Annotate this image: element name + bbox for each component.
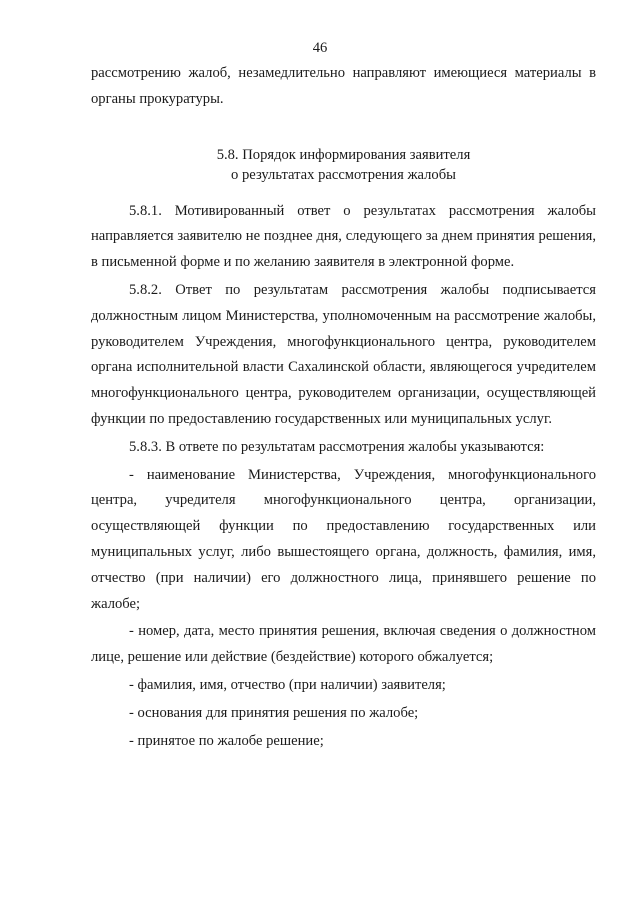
document-body (91, 61, 596, 756)
paragraph-5-8-3: 5.8.3. В ответе по результатам рассмотрения жалобы указываются: (129, 438, 545, 455)
section-heading-line-1: 5.8. Порядок информирования заявителя (216, 146, 471, 163)
list-item-applicant-name: - фамилия, имя, отчество (при наличии) заявителя; (129, 676, 446, 693)
list-item-decision-number: - номер, дата, место принятия решения, включая сведения о должностном лице, решение или действие (бездействие) которого обжалуется; (91, 623, 596, 666)
paragraph-5-8-1: 5.8.1. Мотивированный ответ о результатах рассмотрения жалобы направляется заявителю не позднее дня, следующего за днем принятия решения, в письменной форме и по желанию заявителя в электронной форме. (91, 202, 596, 271)
section-heading (91, 145, 596, 185)
list-item-decision: - принятое по жалобе решение; (129, 732, 324, 749)
page-number: 46 (312, 40, 328, 56)
list-item-decision-grounds: - основания для принятия решения по жалобе; (129, 704, 419, 721)
section-heading-line-2: о результатах рассмотрения жалобы (231, 166, 456, 183)
continuation-paragraph: рассмотрению жалоб, незамедлительно направляют имеющиеся материалы в органы прокуратуры. (91, 65, 596, 107)
list-item-ministry-name: - наименование Министерства, Учреждения, многофункционального центра, учредителя многофункционального центра, организации, осуществляющей функции по предоставлению государственных или муниципальных услуг, либо вышестоящего органа, должность, фамилия, имя, отчество (при наличии) его должностного лица, принявшего решение по жалобе; (91, 466, 596, 612)
paragraph-5-8-2: 5.8.2. Ответ по результатам рассмотрения жалобы подписывается должностным лицом Министерства, уполномоченным на рассмотрение жалобы, руководителем Учреждения, многофункционального центра, руководителем органа исполнительной власти Сахалинской области, являющегося учредителем многофункционального центра, руководителем организации, осуществляющей функции по предоставлению государственных или муниципальных услуг. (91, 281, 596, 427)
